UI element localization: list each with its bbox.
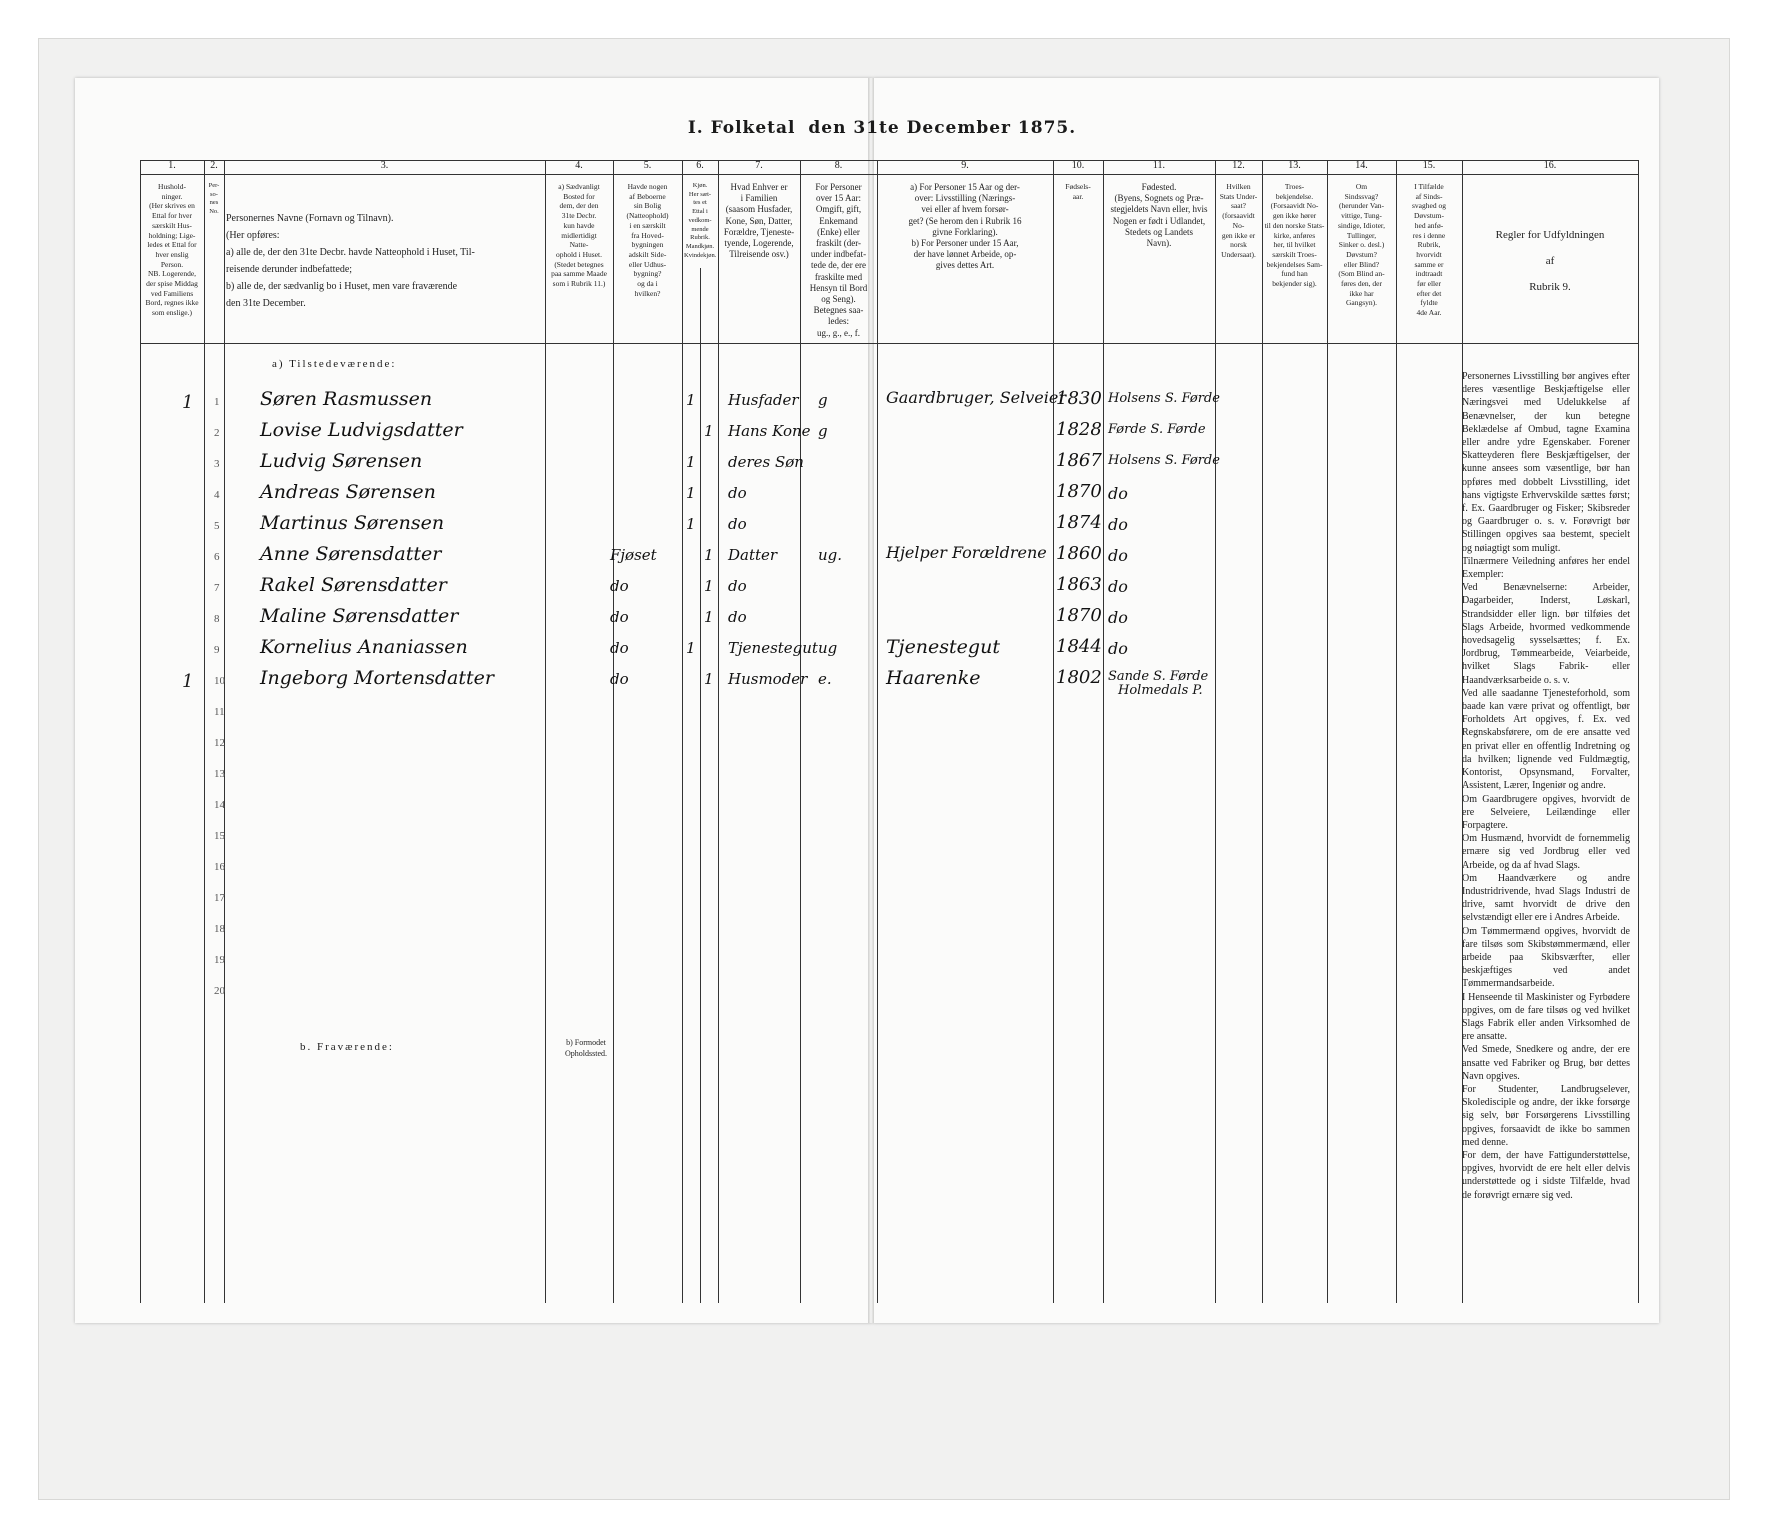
column-header: For Personer over 15 Aar: Omgift, gift, Enkemand (Enke) eller fraskilt (der- under indbefat- tede de, der ere fraskilte med Hensyn til Bord og Seng). Betegnes saa- ledes: ug., g., e., f. <box>809 182 868 338</box>
person-name: Søren Rasmussen <box>260 388 433 410</box>
birth-place: do <box>1108 608 1128 627</box>
outbuilding: do <box>610 608 629 626</box>
column-rule <box>1053 160 1054 1303</box>
birth-place: Førde S. Førde <box>1108 422 1206 437</box>
person-name: Ingeborg Mortensdatter <box>260 667 494 689</box>
family-role: do <box>728 484 747 502</box>
header-rule <box>140 174 1638 175</box>
row-number: 12 <box>214 737 225 749</box>
occupation: Hjelper Forældrene <box>886 543 1047 562</box>
female-mark: 1 <box>704 670 714 688</box>
birth-place: Holsens S. Førde <box>1108 453 1220 468</box>
family-role: do <box>728 608 747 626</box>
civil-status: ug. <box>818 546 843 564</box>
row-number: 1 <box>214 396 220 408</box>
male-mark: 1 <box>686 639 696 657</box>
birth-place: Holmedals P. <box>1118 683 1203 698</box>
row-number: 9 <box>214 644 220 656</box>
row-number: 6 <box>214 551 220 563</box>
row-number: 15 <box>214 830 225 842</box>
row-number: 3 <box>214 458 220 470</box>
family-role: Datter <box>728 546 778 564</box>
civil-status: g <box>818 391 828 409</box>
birth-year: 1860 <box>1056 543 1102 564</box>
male-mark: 1 <box>686 484 696 502</box>
column-number: 16. <box>1543 160 1557 171</box>
column-rule <box>800 160 801 1303</box>
family-role: Husmoder <box>728 670 808 688</box>
column-rule <box>613 160 614 1303</box>
birth-place: do <box>1108 515 1128 534</box>
column-rule <box>1103 160 1104 1303</box>
column-rule <box>682 160 683 1303</box>
person-name: Maline Sørensdatter <box>260 605 459 627</box>
column-number: 13. <box>1288 160 1301 171</box>
section-absent: b. Fraværende: <box>300 1041 394 1053</box>
row-number: 4 <box>214 489 220 501</box>
birth-year: 1870 <box>1056 605 1102 626</box>
civil-status: ug <box>818 639 838 657</box>
person-name: Kornelius Ananiassen <box>260 636 468 658</box>
column-header: Personernes Navne (Fornavn og Tilnavn). (Her opføres: a) alle de, der den 31te Decbr. havde Natteophold i Huset, Til- reisende derunder indbefattede; b) alle de, der sædvanlig bo i Huset, men vare fraværende den 31te December. <box>226 213 475 309</box>
female-mark: 1 <box>704 422 714 440</box>
person-name: Rakel Sørensdatter <box>260 574 447 596</box>
row-number: 19 <box>214 954 225 966</box>
absent-place-note: b) Formodet Opholdssted. <box>565 1038 607 1058</box>
row-number: 16 <box>214 861 225 873</box>
row-number: 17 <box>214 892 225 904</box>
column-rule <box>1262 160 1263 1303</box>
column-rule <box>140 160 141 1303</box>
title-left: I. Folketal <box>687 118 796 138</box>
occupation: Haarenke <box>886 667 981 689</box>
column-rule <box>204 160 205 1303</box>
male-mark: 1 <box>686 391 696 409</box>
column-rule <box>545 160 546 1303</box>
column-header: Havde nogen af Beboerne sin Bolig (Natteophold) i en særskilt fra Hoved- bygningen adskilt Side- eller Udhus- bygning? og da i hvilken? <box>626 182 669 298</box>
household-mark: 1 <box>182 392 194 413</box>
row-number: 10 <box>214 675 225 687</box>
column-number: 11. <box>1152 160 1166 171</box>
row-number: 20 <box>214 985 225 997</box>
column-header: Hushold- ninger. (Her skrives en Ettal for hver særskilt Hus- holdning; Lige- ledes et Ettal for hver enslig Person. NB. Logerende, der spise Middag ved Familiens Bord, regnes ikke som enslige.) <box>145 182 199 318</box>
column-header: Om Sindssvag? (herunder Van- vittige, Tung- sindige, Idioter, Tullinger, Sinker o. desl.) Døvstum? eller Blind? (Som Blind an- føres den, der ikke har Gangsyn). <box>1338 182 1385 308</box>
family-role: Tjenestegut <box>728 639 818 657</box>
birth-place: Sande S. Førde <box>1108 669 1209 684</box>
column-header: Fødsels- aar. <box>1065 182 1091 201</box>
column-header: Kjøn. Her sæt- tes et Ettal i vedkom- mende Rubrik. Mandkjøn. Kvindekjøn. <box>684 182 717 259</box>
column-header: a) Sædvanligt Bosted for dem, der den 31te Decbr. kun havde midlertidigt Natte- ophold i Huset. (Stedet betegnes paa samme Maade som i Rubrik 11.) <box>551 182 607 289</box>
column-number: 2. <box>210 160 218 171</box>
row-number: 11 <box>214 706 225 718</box>
family-role: Hans Kone <box>728 422 811 440</box>
occupation: Gaardbruger, Selveier <box>886 388 1067 407</box>
column-number: 5. <box>643 160 652 171</box>
column-number: 8. <box>834 160 843 171</box>
column-rule <box>877 160 878 1303</box>
outbuilding: Fjøset <box>610 546 657 564</box>
person-name: Martinus Sørensen <box>260 512 445 534</box>
row-number: 7 <box>214 582 220 594</box>
title-right: den 31te December 1875. <box>808 118 1077 138</box>
column-header: Hvad Enhver er i Familien (saasom Husfader, Kone, Søn, Datter, Forældre, Tjeneste- tyende, Logerende, Tilreisende osv.) <box>723 182 795 260</box>
family-role: Husfader <box>728 391 799 409</box>
column-number: 9. <box>961 160 969 171</box>
male-mark: 1 <box>686 515 696 533</box>
female-mark: 1 <box>704 546 714 564</box>
column-number: 3. <box>380 160 389 171</box>
row-number: 14 <box>214 799 225 811</box>
birth-place: do <box>1108 484 1128 503</box>
birth-place: do <box>1108 546 1128 565</box>
female-mark: 1 <box>704 608 714 626</box>
person-name: Ludvig Sørensen <box>260 450 423 472</box>
birth-year: 1874 <box>1056 512 1102 533</box>
column-rule <box>1327 160 1328 1303</box>
column-number: 15. <box>1422 160 1436 171</box>
outbuilding: do <box>610 639 629 657</box>
column-header: Fødested. (Byens, Sognets og Præ- stegjeldets Navn eller, hvis Nogen er født i Udlandet, Stedets og Landets Navn). <box>1110 182 1208 249</box>
person-name: Andreas Sørensen <box>260 481 436 503</box>
column-number: 10. <box>1071 160 1085 171</box>
row-number: 5 <box>214 520 220 532</box>
person-name: Anne Sørensdatter <box>260 543 442 565</box>
birth-year: 1830 <box>1056 388 1102 409</box>
column-header: a) For Personer 15 Aar og der- over: Livsstilling (Nærings- vei eller af hvem forsør- get? (Se herom den i Rubrik 16 givne Forklaring). b) For Personer under 15 Aar, der have lønnet Arbeide, op- gives dettes Art. <box>908 182 1022 271</box>
birth-place: do <box>1108 577 1128 596</box>
header-rule <box>140 343 1638 344</box>
birth-year: 1828 <box>1056 419 1102 440</box>
column-header: I Tilfælde af Sinds- svaghed og Døvstum- hed anfø- res i denne Rubrik, hvorvidt samme er indtraadt før eller efter det fyldte 4de Aar. <box>1412 182 1446 318</box>
column-header: Troes- bekjendelse. (Forsaavidt No- gen ikke hører til den norske Stats- kirke, anføres her, til hvilket særskilt Troes- bekjendelses Sam- fund han bekjender sig). <box>1264 182 1325 289</box>
birth-year: 1867 <box>1056 450 1102 471</box>
family-role: deres Søn <box>728 453 804 471</box>
civil-status: e. <box>818 670 832 688</box>
civil-status: g <box>818 422 828 440</box>
household-mark: 1 <box>182 671 194 692</box>
birth-year: 1802 <box>1056 667 1102 688</box>
birth-year: 1863 <box>1056 574 1102 595</box>
outbuilding: do <box>610 670 629 688</box>
column-rule <box>1396 160 1397 1303</box>
column-number: 12. <box>1232 160 1245 171</box>
column-number: 1. <box>168 160 176 171</box>
birth-place: Holsens S. Førde <box>1108 391 1220 406</box>
column-rule <box>718 160 719 1303</box>
female-mark: 1 <box>704 577 714 595</box>
row-number: 2 <box>214 427 220 439</box>
birth-year: 1870 <box>1056 481 1102 502</box>
person-name: Lovise Ludvigsdatter <box>260 419 463 441</box>
row-number: 8 <box>214 613 220 625</box>
column-header: Per- so- nes No. <box>208 182 220 216</box>
row-number: 18 <box>214 923 225 935</box>
male-mark: 1 <box>686 453 696 471</box>
column-number: 6. <box>696 160 704 171</box>
page-title <box>0 118 1770 138</box>
column-number: 7. <box>755 160 763 171</box>
column-number: 4. <box>575 160 583 171</box>
kjon-divider <box>700 268 701 1303</box>
column-number: 14. <box>1355 160 1368 171</box>
section-present: a) Tilstedeværende: <box>272 358 397 370</box>
column-rule <box>1215 160 1216 1303</box>
row-number: 13 <box>214 768 225 780</box>
column-rule <box>1638 160 1639 1303</box>
family-role: do <box>728 577 747 595</box>
occupation: Tjenestegut <box>886 636 1000 658</box>
column-rule <box>224 160 225 1303</box>
birth-place: do <box>1108 639 1128 658</box>
column-header: Regler for Udfyldningen af Rubrik 9. <box>1495 229 1605 293</box>
family-role: do <box>728 515 747 533</box>
outbuilding: do <box>610 577 629 595</box>
rules-text: Personernes Livsstilling bør angives efter deres væsentlige Beskjæftigelse eller Næringsvei med Udelukkelse af Benævnelser, der kun betegne Beklædelse af Ombud, tagne Examina eller andre ydre Egenskaber. Forener Skatteyderen flere Beskjæftigelser, der kunne ansees som væsentlige, bør han opføres med dobbelt Livsstilling, idet hans vigtigste Erhvervskilde sættes først; f. Ex. Gaardbruger og Fisker; Skibsreder og Gaardbruger o. s. v. Forøvrigt bør Stillingen opgives saa bestemt, specielt og nøiagtigt som muligt. Tilnærmere Veiledning anføres her endel Exempler: Ved Benævnelserne: Arbeider, Dagarbeider, Inderst, Løskarl, Strandsidder eller lign. bør tilføies det Slags Arbeide, hvormed vedkommende hovedsagelig sysselsættes; f. Ex. Jordbrug, Tømmearbeide, Veiarbeide, hvilket Slags Fabrik- eller Haandværksarbeide o. s. v. Ved alle saadanne Tjenesteforhold, som baade kan være privat og offentligt, bør Forholdets Art opgives, f. Ex. ved Regnskabsførere, om de ere ansatte ved en privat eller en offentlig Indretning og da hvilken; lignende ved Fuldmægtig, Kontorist, Opsynsmand, Forvalter, Assistent, Lærer, Ingeniør og andre. Om Gaardbrugere opgives, hvorvidt de ere Selveiere, Leilændinge eller Forpagtere. Om Husmænd, hvorvidt de fornemmelig ernære sig ved Jordbrug eller ved Arbeide, og da af hvad Slags. Om Haandværkere og andre Industridrivende, hvad Slags Industri de drive, samt hvorvidt de drive den selvstændigt eller ere i Andres Arbeide. Om Tømmermænd opgives, hvorvidt de fare tilsøs som Skibstømmermænd, eller arbeide paa Skibsværfter, eller beskjæftiges ved andet Tømmermandsarbeide. I Henseende til Maskinister og Fyrbødere opgives, om de fare tilsøs og ved hvilket Slags Fabrik eller anden Virksomhed de ere ansatte. Ved Smede, Snedkere og andre, der ere ansatte ved Fabriker og Brug, bør dettes Navn opgives. For Studenter, Landbrugselever, Skoledisciple og andre, der ikke forsørge sig selv, bør Forsørgerens Livsstilling opgives, forsaavidt de ikke bo sammen med denne. For dem, der have Fattigunderstøttelse, opgives, hvorvidt de ere helt eller delvis understøttede og i sidste Tilfælde, hvad de forøvrigt ernære sig ved. <box>1462 371 1630 1201</box>
column-header: Hvilken Stats Under- saat? (forsaavidt No- gen ikke er norsk Undersaat). <box>1219 182 1258 259</box>
birth-year: 1844 <box>1056 636 1102 657</box>
